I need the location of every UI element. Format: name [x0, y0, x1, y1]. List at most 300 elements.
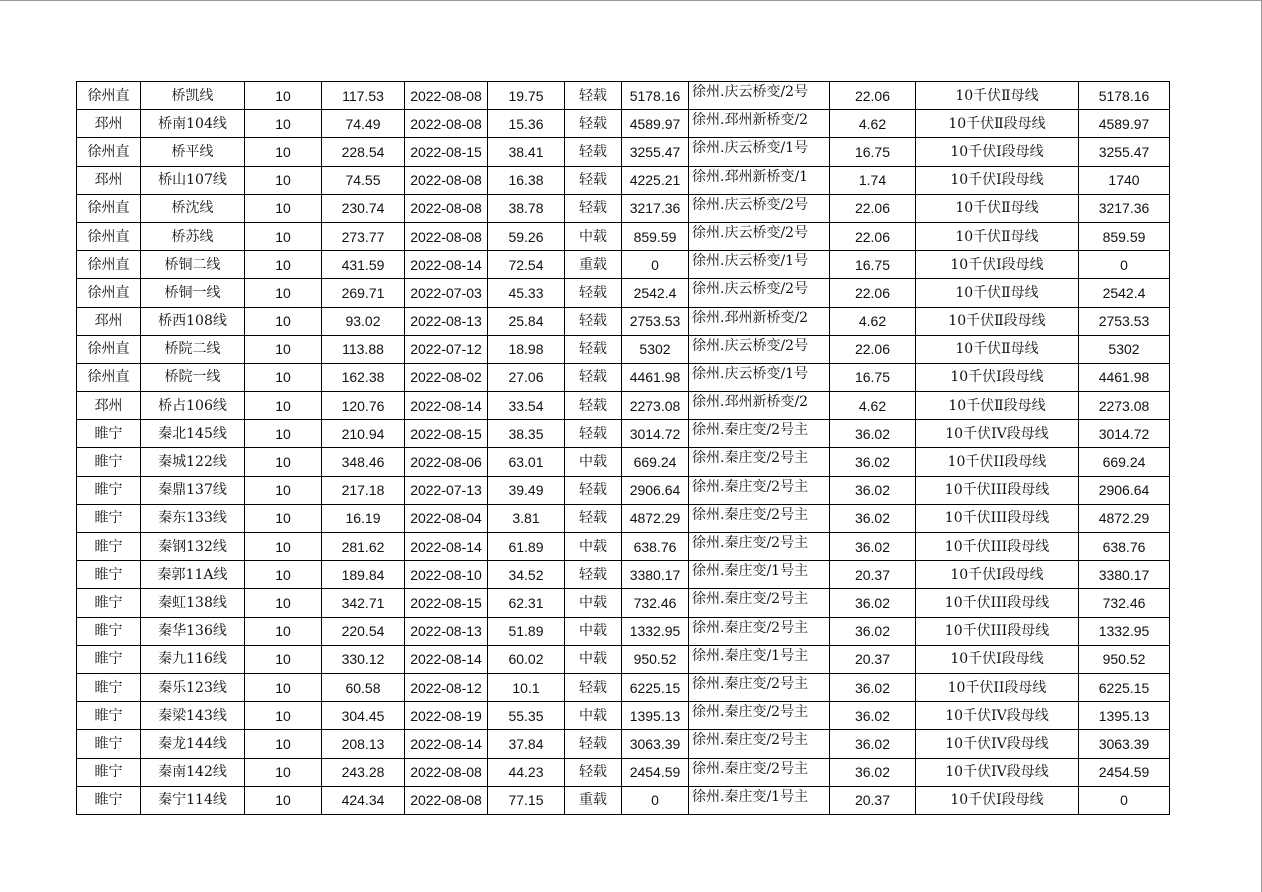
substation-cell: 徐州.秦庄变/1号主: [689, 561, 830, 589]
line-name-cell: 秦钢132线: [141, 533, 245, 561]
table-row: [77, 251, 1170, 279]
substation-cell: 徐州.秦庄变/2号主: [689, 730, 830, 758]
table-row: [77, 645, 1170, 673]
length-cell: 304.45: [322, 702, 405, 730]
line-name-cell: 桥苏线: [141, 222, 245, 250]
margin-cell: 2753.53: [622, 307, 689, 335]
voltage-cell: 10: [245, 110, 322, 138]
busbar-cell: 10千伏Ⅱ母线: [916, 222, 1079, 250]
margin-cell: 859.59: [622, 222, 689, 250]
date-cell: 2022-08-08: [405, 758, 488, 786]
capacity-cell: 36.02: [830, 617, 916, 645]
line-name-cell: 桥南104线: [141, 110, 245, 138]
margin-cell: 4872.29: [622, 504, 689, 532]
available-cell: 2454.59: [1079, 758, 1170, 786]
length-cell: 16.19: [322, 504, 405, 532]
length-cell: 210.94: [322, 420, 405, 448]
length-cell: 217.18: [322, 476, 405, 504]
busbar-cell: 10千伏Ⅱ母线: [916, 82, 1079, 110]
load-status-cell: 轻载: [565, 110, 622, 138]
load-status-cell: 轻载: [565, 504, 622, 532]
load-status-cell: 中载: [565, 589, 622, 617]
available-cell: 3255.47: [1079, 138, 1170, 166]
capacity-cell: 16.75: [830, 138, 916, 166]
line-name-cell: 秦鼎137线: [141, 476, 245, 504]
date-cell: 2022-08-13: [405, 617, 488, 645]
available-cell: 4872.29: [1079, 504, 1170, 532]
busbar-cell: 10千伏IV段母线: [916, 758, 1079, 786]
table-row: [77, 363, 1170, 391]
length-cell: 281.62: [322, 533, 405, 561]
voltage-cell: 10: [245, 251, 322, 279]
table-row: [77, 504, 1170, 532]
line-name-cell: 桥西108线: [141, 307, 245, 335]
table-row: [77, 392, 1170, 420]
region-cell: 徐州直: [77, 222, 141, 250]
voltage-cell: 10: [245, 194, 322, 222]
available-cell: 0: [1079, 786, 1170, 814]
date-cell: 2022-08-08: [405, 222, 488, 250]
voltage-cell: 10: [245, 138, 322, 166]
busbar-cell: 10千伏Ⅰ段母线: [916, 363, 1079, 391]
line-name-cell: 秦郭11A线: [141, 561, 245, 589]
line-name-cell: 秦虹138线: [141, 589, 245, 617]
line-name-cell: 桥院一线: [141, 363, 245, 391]
load-status-cell: 中载: [565, 617, 622, 645]
substation-cell: 徐州.邳州新桥变/2: [689, 307, 830, 335]
capacity-cell: 22.06: [830, 279, 916, 307]
busbar-cell: 10千伏III段母线: [916, 617, 1079, 645]
voltage-cell: 10: [245, 589, 322, 617]
load-status-cell: 轻载: [565, 673, 622, 701]
available-cell: 5178.16: [1079, 82, 1170, 110]
voltage-cell: 10: [245, 279, 322, 307]
date-cell: 2022-08-04: [405, 504, 488, 532]
load-rate-cell: 38.41: [488, 138, 565, 166]
available-cell: 2542.4: [1079, 279, 1170, 307]
load-status-cell: 中载: [565, 448, 622, 476]
date-cell: 2022-08-19: [405, 702, 488, 730]
table-row: [77, 476, 1170, 504]
region-cell: 徐州直: [77, 335, 141, 363]
region-cell: 睢宁: [77, 448, 141, 476]
busbar-cell: 10千伏III段母线: [916, 533, 1079, 561]
capacity-cell: 22.06: [830, 194, 916, 222]
capacity-cell: 4.62: [830, 307, 916, 335]
load-rate-cell: 19.75: [488, 82, 565, 110]
date-cell: 2022-08-08: [405, 194, 488, 222]
voltage-cell: 10: [245, 730, 322, 758]
region-cell: 邳州: [77, 110, 141, 138]
length-cell: 220.54: [322, 617, 405, 645]
load-rate-cell: 77.15: [488, 786, 565, 814]
capacity-cell: 36.02: [830, 533, 916, 561]
line-name-cell: 秦华136线: [141, 617, 245, 645]
available-cell: 3217.36: [1079, 194, 1170, 222]
length-cell: 74.49: [322, 110, 405, 138]
available-cell: 638.76: [1079, 533, 1170, 561]
available-cell: 3380.17: [1079, 561, 1170, 589]
date-cell: 2022-08-06: [405, 448, 488, 476]
voltage-cell: 10: [245, 307, 322, 335]
table-row: [77, 702, 1170, 730]
available-cell: 0: [1079, 251, 1170, 279]
available-cell: 2273.08: [1079, 392, 1170, 420]
busbar-cell: 10千伏II段母线: [916, 673, 1079, 701]
load-rate-cell: 10.1: [488, 673, 565, 701]
load-rate-cell: 72.54: [488, 251, 565, 279]
table-row: [77, 335, 1170, 363]
load-status-cell: 重载: [565, 786, 622, 814]
voltage-cell: 10: [245, 420, 322, 448]
voltage-cell: 10: [245, 533, 322, 561]
busbar-cell: 10千伏IV段母线: [916, 730, 1079, 758]
region-cell: 睢宁: [77, 758, 141, 786]
busbar-cell: 10千伏Ⅰ段母线: [916, 251, 1079, 279]
table-row: [77, 589, 1170, 617]
line-name-cell: 秦九116线: [141, 645, 245, 673]
load-rate-cell: 37.84: [488, 730, 565, 758]
load-rate-cell: 38.78: [488, 194, 565, 222]
margin-cell: 3255.47: [622, 138, 689, 166]
line-name-cell: 秦北145线: [141, 420, 245, 448]
substation-cell: 徐州.邳州新桥变/2: [689, 392, 830, 420]
load-rate-cell: 16.38: [488, 166, 565, 194]
region-cell: 睢宁: [77, 673, 141, 701]
capacity-cell: 36.02: [830, 758, 916, 786]
line-name-cell: 桥沈线: [141, 194, 245, 222]
margin-cell: 6225.15: [622, 673, 689, 701]
busbar-cell: 10千伏Ⅰ段母线: [916, 645, 1079, 673]
length-cell: 228.54: [322, 138, 405, 166]
date-cell: 2022-08-14: [405, 645, 488, 673]
voltage-cell: 10: [245, 448, 322, 476]
table-row: [77, 110, 1170, 138]
substation-cell: 徐州.庆云桥变/2号: [689, 335, 830, 363]
substation-cell: 徐州.秦庄变/1号主: [689, 645, 830, 673]
available-cell: 2753.53: [1079, 307, 1170, 335]
length-cell: 120.76: [322, 392, 405, 420]
region-cell: 睢宁: [77, 702, 141, 730]
load-rate-cell: 51.89: [488, 617, 565, 645]
load-status-cell: 轻载: [565, 420, 622, 448]
substation-cell: 徐州.庆云桥变/2号: [689, 82, 830, 110]
region-cell: 睢宁: [77, 504, 141, 532]
date-cell: 2022-08-08: [405, 786, 488, 814]
voltage-cell: 10: [245, 363, 322, 391]
date-cell: 2022-08-08: [405, 110, 488, 138]
available-cell: 1395.13: [1079, 702, 1170, 730]
line-name-cell: 秦东133线: [141, 504, 245, 532]
capacity-cell: 22.06: [830, 82, 916, 110]
line-name-cell: 桥山107线: [141, 166, 245, 194]
load-rate-cell: 60.02: [488, 645, 565, 673]
busbar-cell: 10千伏III段母线: [916, 476, 1079, 504]
busbar-cell: 10千伏II段母线: [916, 448, 1079, 476]
available-cell: 1740: [1079, 166, 1170, 194]
region-cell: 睢宁: [77, 561, 141, 589]
table-row: [77, 166, 1170, 194]
available-cell: 4589.97: [1079, 110, 1170, 138]
date-cell: 2022-08-15: [405, 138, 488, 166]
region-cell: 睢宁: [77, 645, 141, 673]
substation-cell: 徐州.邳州新桥变/2: [689, 110, 830, 138]
voltage-cell: 10: [245, 617, 322, 645]
busbar-cell: 10千伏Ⅱ段母线: [916, 392, 1079, 420]
available-cell: 732.46: [1079, 589, 1170, 617]
available-cell: 4461.98: [1079, 363, 1170, 391]
date-cell: 2022-08-14: [405, 251, 488, 279]
substation-cell: 徐州.秦庄变/2号主: [689, 589, 830, 617]
margin-cell: 3063.39: [622, 730, 689, 758]
load-status-cell: 轻载: [565, 335, 622, 363]
table-row: [77, 307, 1170, 335]
busbar-cell: 10千伏Ⅰ段母线: [916, 166, 1079, 194]
substation-cell: 徐州.庆云桥变/2号: [689, 222, 830, 250]
date-cell: 2022-07-12: [405, 335, 488, 363]
table-row: [77, 730, 1170, 758]
table-row: [77, 786, 1170, 814]
region-cell: 邳州: [77, 307, 141, 335]
table-row: [77, 617, 1170, 645]
busbar-cell: 10千伏IV段母线: [916, 420, 1079, 448]
table-row: [77, 194, 1170, 222]
length-cell: 93.02: [322, 307, 405, 335]
line-name-cell: 桥铜二线: [141, 251, 245, 279]
available-cell: 6225.15: [1079, 673, 1170, 701]
margin-cell: 638.76: [622, 533, 689, 561]
line-name-cell: 桥平线: [141, 138, 245, 166]
substation-cell: 徐州.秦庄变/2号主: [689, 673, 830, 701]
region-cell: 徐州直: [77, 138, 141, 166]
capacity-cell: 22.06: [830, 222, 916, 250]
table-row: [77, 222, 1170, 250]
length-cell: 117.53: [322, 82, 405, 110]
margin-cell: 2542.4: [622, 279, 689, 307]
page-border-top: [0, 0, 1262, 1]
date-cell: 2022-08-13: [405, 307, 488, 335]
line-name-cell: 桥占106线: [141, 392, 245, 420]
margin-cell: 1395.13: [622, 702, 689, 730]
load-status-cell: 轻载: [565, 166, 622, 194]
load-rate-cell: 33.54: [488, 392, 565, 420]
capacity-cell: 20.37: [830, 645, 916, 673]
substation-cell: 徐州.秦庄变/2号主: [689, 533, 830, 561]
table-row: [77, 561, 1170, 589]
table-row: [77, 82, 1170, 110]
load-status-cell: 中载: [565, 533, 622, 561]
table-body: [77, 82, 1170, 815]
substation-cell: 徐州.秦庄变/2号主: [689, 420, 830, 448]
load-status-cell: 中载: [565, 222, 622, 250]
margin-cell: 3014.72: [622, 420, 689, 448]
capacity-cell: 36.02: [830, 420, 916, 448]
available-cell: 950.52: [1079, 645, 1170, 673]
load-status-cell: 轻载: [565, 82, 622, 110]
region-cell: 邳州: [77, 392, 141, 420]
line-name-cell: 秦南142线: [141, 758, 245, 786]
load-rate-cell: 45.33: [488, 279, 565, 307]
table-row: [77, 673, 1170, 701]
region-cell: 徐州直: [77, 363, 141, 391]
region-cell: 徐州直: [77, 82, 141, 110]
region-cell: 徐州直: [77, 251, 141, 279]
voltage-cell: 10: [245, 166, 322, 194]
substation-cell: 徐州.庆云桥变/2号: [689, 194, 830, 222]
capacity-cell: 36.02: [830, 504, 916, 532]
busbar-cell: 10千伏Ⅰ段母线: [916, 561, 1079, 589]
region-cell: 睢宁: [77, 533, 141, 561]
load-rate-cell: 39.49: [488, 476, 565, 504]
margin-cell: 1332.95: [622, 617, 689, 645]
substation-cell: 徐州.秦庄变/2号主: [689, 702, 830, 730]
capacity-cell: 4.62: [830, 110, 916, 138]
load-status-cell: 轻载: [565, 392, 622, 420]
table-row: [77, 448, 1170, 476]
date-cell: 2022-08-12: [405, 673, 488, 701]
available-cell: 1332.95: [1079, 617, 1170, 645]
capacity-cell: 36.02: [830, 476, 916, 504]
busbar-cell: 10千伏Ⅱ母线: [916, 194, 1079, 222]
available-cell: 3063.39: [1079, 730, 1170, 758]
line-name-cell: 桥凯线: [141, 82, 245, 110]
capacity-cell: 20.37: [830, 561, 916, 589]
substation-cell: 徐州.秦庄变/2号主: [689, 504, 830, 532]
length-cell: 74.55: [322, 166, 405, 194]
voltage-cell: 10: [245, 222, 322, 250]
table-row: [77, 138, 1170, 166]
line-name-cell: 秦城122线: [141, 448, 245, 476]
voltage-cell: 10: [245, 504, 322, 532]
voltage-cell: 10: [245, 645, 322, 673]
busbar-cell: 10千伏Ⅱ母线: [916, 279, 1079, 307]
busbar-cell: 10千伏Ⅱ母线: [916, 335, 1079, 363]
length-cell: 60.58: [322, 673, 405, 701]
region-cell: 睢宁: [77, 730, 141, 758]
load-status-cell: 轻载: [565, 307, 622, 335]
load-rate-cell: 34.52: [488, 561, 565, 589]
date-cell: 2022-07-03: [405, 279, 488, 307]
margin-cell: 4589.97: [622, 110, 689, 138]
line-name-cell: 桥院二线: [141, 335, 245, 363]
substation-cell: 徐州.秦庄变/2号主: [689, 617, 830, 645]
length-cell: 243.28: [322, 758, 405, 786]
length-cell: 348.46: [322, 448, 405, 476]
load-rate-cell: 25.84: [488, 307, 565, 335]
load-status-cell: 轻载: [565, 194, 622, 222]
date-cell: 2022-08-08: [405, 82, 488, 110]
table-row: [77, 279, 1170, 307]
load-status-cell: 中载: [565, 645, 622, 673]
date-cell: 2022-07-13: [405, 476, 488, 504]
busbar-cell: 10千伏III段母线: [916, 504, 1079, 532]
load-rate-cell: 38.35: [488, 420, 565, 448]
load-status-cell: 轻载: [565, 138, 622, 166]
length-cell: 269.71: [322, 279, 405, 307]
table-row: [77, 758, 1170, 786]
date-cell: 2022-08-14: [405, 533, 488, 561]
busbar-cell: 10千伏Ⅰ段母线: [916, 786, 1079, 814]
region-cell: 邳州: [77, 166, 141, 194]
load-status-cell: 重载: [565, 251, 622, 279]
length-cell: 230.74: [322, 194, 405, 222]
line-name-cell: 秦龙144线: [141, 730, 245, 758]
substation-cell: 徐州.秦庄变/2号主: [689, 476, 830, 504]
voltage-cell: 10: [245, 335, 322, 363]
load-rate-cell: 44.23: [488, 758, 565, 786]
margin-cell: 669.24: [622, 448, 689, 476]
capacity-cell: 1.74: [830, 166, 916, 194]
capacity-cell: 4.62: [830, 392, 916, 420]
date-cell: 2022-08-02: [405, 363, 488, 391]
line-name-cell: 秦宁114线: [141, 786, 245, 814]
load-rate-cell: 15.36: [488, 110, 565, 138]
load-status-cell: 轻载: [565, 279, 622, 307]
load-rate-cell: 3.81: [488, 504, 565, 532]
busbar-cell: 10千伏Ⅱ段母线: [916, 307, 1079, 335]
capacity-cell: 36.02: [830, 702, 916, 730]
table-row: [77, 533, 1170, 561]
load-rate-cell: 59.26: [488, 222, 565, 250]
load-rate-cell: 55.35: [488, 702, 565, 730]
feeder-load-table: [76, 81, 1170, 815]
busbar-cell: 10千伏IV段母线: [916, 702, 1079, 730]
load-status-cell: 轻载: [565, 758, 622, 786]
available-cell: 669.24: [1079, 448, 1170, 476]
substation-cell: 徐州.庆云桥变/1号: [689, 138, 830, 166]
margin-cell: 4225.21: [622, 166, 689, 194]
voltage-cell: 10: [245, 758, 322, 786]
length-cell: 342.71: [322, 589, 405, 617]
voltage-cell: 10: [245, 786, 322, 814]
load-rate-cell: 62.31: [488, 589, 565, 617]
voltage-cell: 10: [245, 702, 322, 730]
load-status-cell: 轻载: [565, 561, 622, 589]
date-cell: 2022-08-10: [405, 561, 488, 589]
margin-cell: 2273.08: [622, 392, 689, 420]
available-cell: 3014.72: [1079, 420, 1170, 448]
load-rate-cell: 61.89: [488, 533, 565, 561]
margin-cell: 2906.64: [622, 476, 689, 504]
length-cell: 162.38: [322, 363, 405, 391]
margin-cell: 732.46: [622, 589, 689, 617]
date-cell: 2022-08-08: [405, 166, 488, 194]
voltage-cell: 10: [245, 561, 322, 589]
capacity-cell: 16.75: [830, 251, 916, 279]
load-rate-cell: 27.06: [488, 363, 565, 391]
margin-cell: 3217.36: [622, 194, 689, 222]
margin-cell: 0: [622, 786, 689, 814]
length-cell: 208.13: [322, 730, 405, 758]
date-cell: 2022-08-15: [405, 420, 488, 448]
capacity-cell: 36.02: [830, 673, 916, 701]
available-cell: 859.59: [1079, 222, 1170, 250]
load-rate-cell: 18.98: [488, 335, 565, 363]
load-status-cell: 轻载: [565, 363, 622, 391]
substation-cell: 徐州.庆云桥变/1号: [689, 251, 830, 279]
load-status-cell: 轻载: [565, 730, 622, 758]
margin-cell: 0: [622, 251, 689, 279]
capacity-cell: 20.37: [830, 786, 916, 814]
length-cell: 330.12: [322, 645, 405, 673]
voltage-cell: 10: [245, 476, 322, 504]
region-cell: 徐州直: [77, 279, 141, 307]
capacity-cell: 22.06: [830, 335, 916, 363]
margin-cell: 5178.16: [622, 82, 689, 110]
length-cell: 273.77: [322, 222, 405, 250]
busbar-cell: 10千伏Ⅰ段母线: [916, 138, 1079, 166]
line-name-cell: 桥铜一线: [141, 279, 245, 307]
